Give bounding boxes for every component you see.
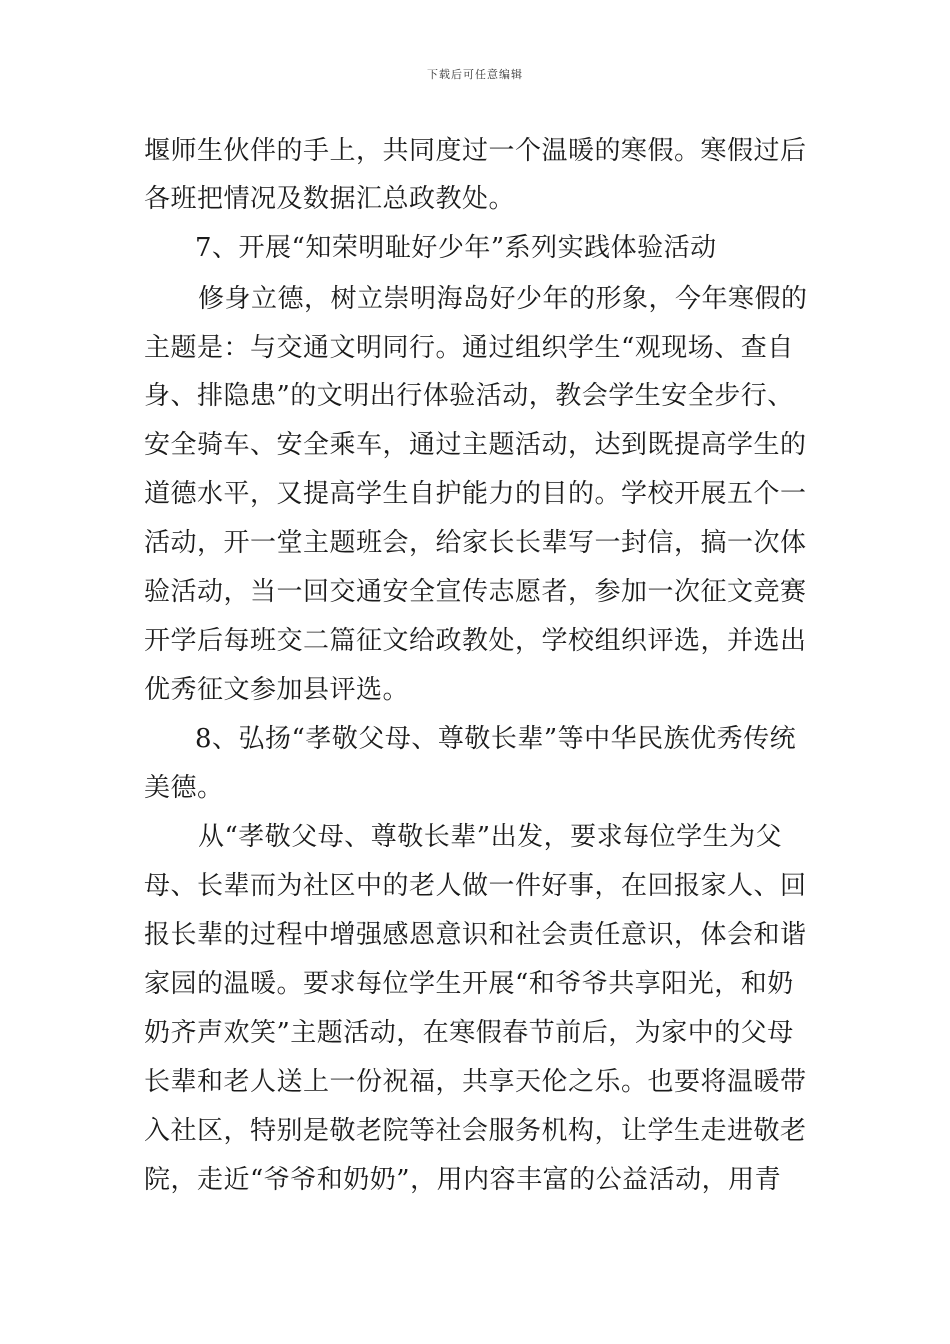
text-line: 开学后每班交二篇征文给政教处，学校组织评选，并选出 [144, 626, 807, 656]
text-line: 验活动，当一回交通安全宣传志愿者，参加一次征文竞赛 [144, 577, 807, 607]
text-line: 院，走近“爷爷和奶奶”，用内容丰富的公益活动，用青 [144, 1165, 782, 1195]
text-line: 堰师生伙伴的手上，共同度过一个温暖的寒假。寒假过后 [144, 136, 807, 166]
text-line: 活动，开一堂主题班会，给家长长辈写一封信，搞一次体 [144, 528, 807, 558]
section-heading-8: 8、弘扬“孝敬父母、尊敬长辈”等中华民族优秀传统 [195, 724, 797, 754]
page-header: 下载后可任意编辑 [427, 68, 523, 81]
text-line: 家园的温暖。要求每位学生开展“和爷爷共享阳光，和奶 [144, 969, 794, 999]
text-line: 道德水平，又提高学生自护能力的目的。学校开展五个一 [144, 479, 807, 509]
text-line: 从“孝敬父母、尊敬长辈”出发，要求每位学生为父 [198, 822, 783, 852]
text-line: 长辈和老人送上一份祝福，共享天伦之乐。也要将温暖带 [144, 1067, 807, 1097]
text-line: 各班把情况及数据汇总政教处。 [144, 184, 516, 214]
text-line: 主题是：与交通文明同行。通过组织学生“观现场、查自 [144, 333, 794, 363]
text-line: 报长辈的过程中增强感恩意识和社会责任意识，体会和谐 [144, 920, 807, 950]
text-line: 优秀征文参加县评选。 [144, 675, 410, 705]
text-line: 安全骑车、安全乘车，通过主题活动，达到既提高学生的 [144, 430, 807, 460]
section-heading-7: 7、开展“知荣明耻好少年”系列实践体验活动 [195, 233, 717, 263]
text-line: 美德。 [144, 773, 224, 803]
text-line: 入社区，特别是敬老院等社会服务机构，让学生走进敬老 [144, 1116, 807, 1146]
text-line: 奶齐声欢笑”主题活动，在寒假春节前后，为家中的父母 [144, 1018, 794, 1048]
text-line: 修身立德，树立崇明海岛好少年的形象，今年寒假的 [198, 284, 808, 314]
text-line: 身、排隐患”的文明出行体验活动，教会学生安全步行、 [144, 381, 794, 411]
text-line: 母、长辈而为社区中的老人做一件好事，在回报家人、回 [144, 871, 807, 901]
